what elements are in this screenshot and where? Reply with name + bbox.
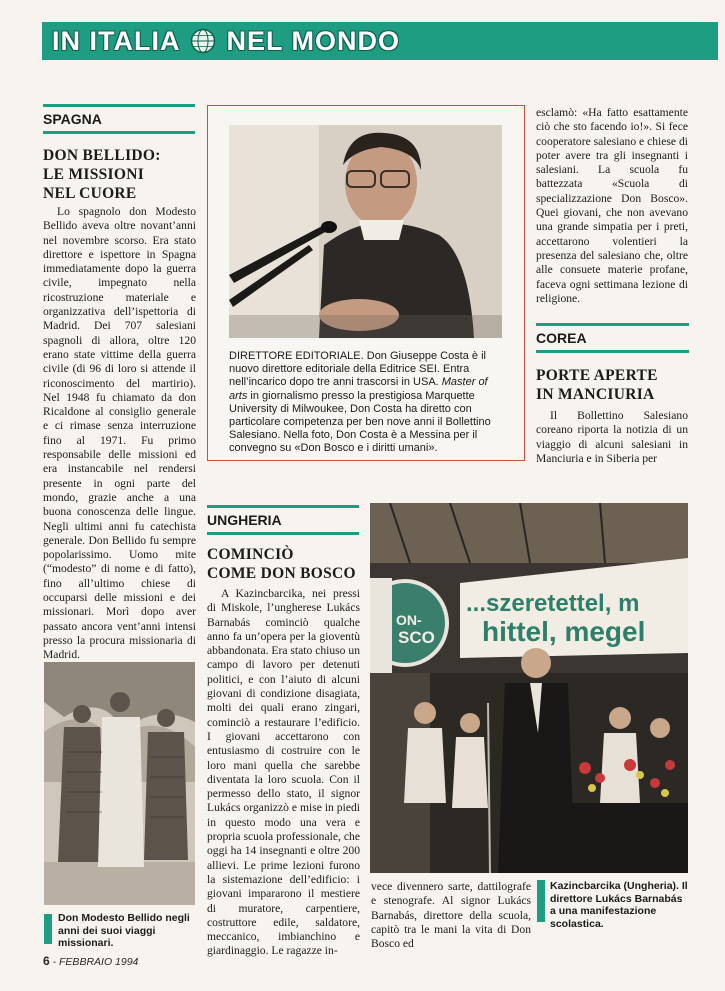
sign-text: SCO [398,628,435,647]
globe-icon [190,28,216,54]
header-title [52,24,400,58]
banner-line1: ...szeretettel, m [466,590,640,617]
section-label-ungheria: UNGHERIA [207,512,282,528]
issue-date: - FEBBRAIO 1994 [49,956,139,968]
section-rule [536,323,689,326]
page-footer [43,954,138,968]
photo-kazincbarcika-image [370,503,688,873]
caption-bar [44,914,52,944]
section-label-spagna: SPAGNA [43,111,102,127]
headline-spagna: DON BELLIDO: LE MISSIONI NEL CUORE [43,147,161,202]
photo-costa-image [229,125,502,338]
header-title-right: NEL MONDO [226,25,400,56]
headline-corea: PORTE APERTE IN MANCIURIA [536,367,658,403]
photo-bellido-image [44,662,195,905]
svg-text:ON-: ON- [396,612,422,628]
article-ungheria-continued: vece divennero sarte, dattilografe e stenografe. Al signor Lukács Barnabás, direttore della scuola, capitò tra le mani la vita di Don Bosco ed [371,880,531,951]
page-number: 6 [43,954,50,968]
caption-editoriale: DIRETTORE EDITORIALE. Don Giuseppe Costa è il nuovo direttore editoriale della Editrice SEI. Entra nell’incarico dopo tre anni trascorsi in USA. Master of arts in giornalismo presso la prestigiosa Marquette University di Milwoukee, Don Costa ha diretto con particolare competenza per ben nove anni il Bollettino Salesiano. Nella foto, Don Costa è a Messina per il convegno su «Don Bosco e i diritti umani». [229,350,491,455]
caption-kazincbarcika: Kazincbarcika (Ungheria). Il direttore Lukács Barnabás a una manifestazione scolastica. [550,880,688,930]
section-rule [207,505,359,508]
article-corea: Il Bollettino Salesiano coreano riporta la notizia di un viaggio di alcuni salesiani in Manciuria e in Siberia per [536,409,688,465]
header-title-left: IN ITALIA [52,25,181,56]
article-ungheria: A Kazincbarcika, nei pressi di Miskole, l’ungherese Lukács Barnabás cominciò qualche anno fa un’opera per la gioventù abbandonata. Era stato chiuso un campo di lavoro per detenuti politici, e con l’aiuto di alcuni giovani di condizione disagiata, molti dei quali erano zingari, cominciò a restaurare l’edificio. I giovani accettarono con entusiasmo di costruire con le loro mani quella che sarebbe diventata la loro scuola. Con il permesso dello stato, il signor Lukács organizzò e mise in piedi in questo modo una vera e propria scuola professionale, che oggi ha 14 insegnanti e oltre 200 allievi. Le prime lezioni furono la sistemazione dell’edificio: i giovani impararono il mestiere di muratore, carpentiere, costruttore edile, saldatore, meccanico, imbianchino e giardinaggio. Le ragazze in- [207,587,360,958]
section-rule [43,104,195,107]
banner-line2: hittel, megel [482,616,646,647]
section-rule [207,532,359,535]
headline-ungheria: COMINCIÒ COME DON BOSCO [207,546,356,582]
section-label-corea: COREA [536,330,587,346]
article-spagna: Lo spagnolo don Modesto Bellido aveva oltre novant’anni nel novembre scorso. Era stato direttore e ispettore in Spagna immediatamente dopo la guerra civile, impegnato nella ricostruzione materiale e organizzativa dell’ispettoria di Madrid. Dei 707 salesiani spagnoli di allora, oltre 120 erano state vittime della guerra civile (di 96 di loro si attende il riconoscimento del martirio). Nel 1948 fu chiamato da don Ricaldone al consiglio generale e ci rimase senza interruzione fino al 1971. Fu primo responsabile delle missioni ed era instancabile nel rendersi presente in ogni parte del mondo, grazie anche a una buona conoscenza delle lingue. Negli ultimi anni fu catechista generale. Don Bellido fu sempre popolarissimo. Uomo mite (“modesto” di nome e di fatto), fino all’ultimo chiese di occuparsi delle missioni e dei missionari. Morì dopo aver passato ancora vent’anni intensi presso la procura missionaria di Madrid. [43,205,196,662]
section-rule [43,131,195,134]
caption-bar [537,880,545,922]
caption-bellido: Don Modesto Bellido negli anni dei suoi viaggi missionari. [58,912,190,949]
photo-kazincbarcika [370,503,688,873]
photo-costa [229,125,502,338]
article-continuation: esclamò: «Ha fatto esattamente ciò che sto facendo io!». Si fece cooperatore salesiano e chiese di poter avere tra gli insegnanti i salesiani. La scuola fu battezzata «Scuola di specializzazione Don Bosco». Quei giovani, che non avevano una grande simpatia per i preti, accettarono volentieri la presenza del salesiano che, oltre alle consuete materie profane, faceva ogni settimana lezione di religione. [536,106,688,305]
photo-bellido [44,662,195,905]
section-rule [536,350,689,353]
